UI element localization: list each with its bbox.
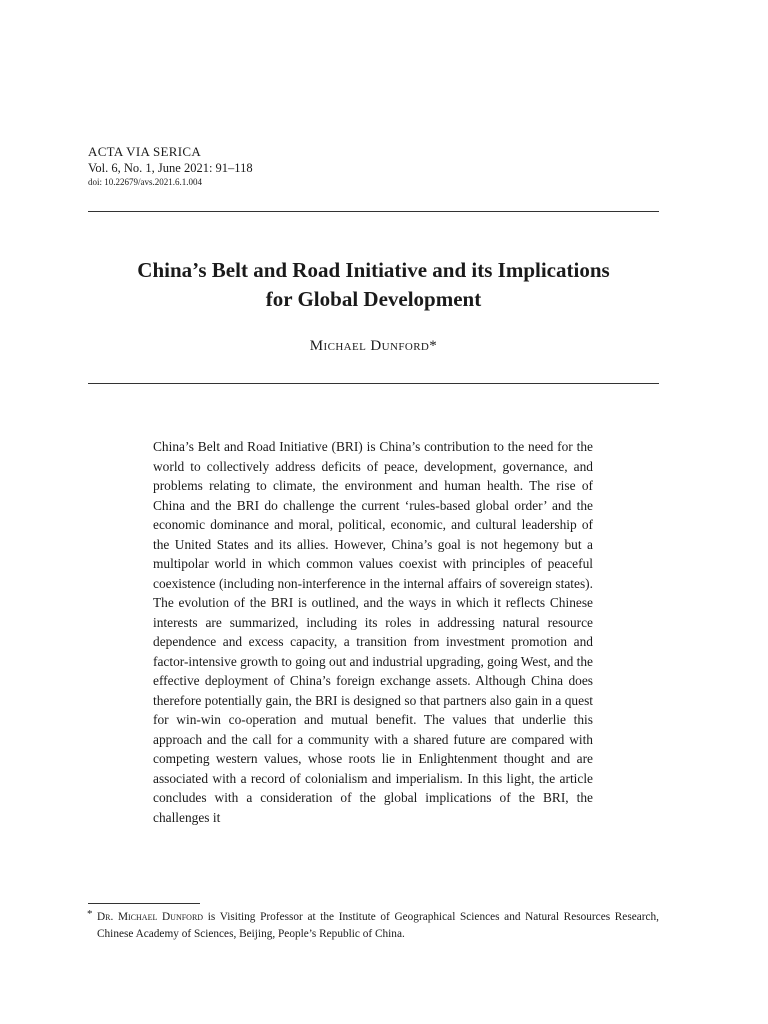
footnote xyxy=(88,909,659,943)
footnote-divider xyxy=(88,903,200,904)
journal-volume: Vol. 6, No. 1, June 2021: 91–118 xyxy=(88,161,253,175)
article-author: Michael Dunford* xyxy=(309,338,438,354)
journal-name: ACTA VIA SERICA xyxy=(88,144,202,159)
footnote-text: is Visiting Professor at the Institute of Geographical Sciences and Natural Resources Research, Chinese Academy of Sciences, Beijing, People’s Republic of China. xyxy=(97,911,659,940)
article-title xyxy=(88,256,659,314)
abstract: China’s Belt and Road Initiative (BRI) is China’s contribution to the need for the world to collectively address deficits of peace, development, governance, and problems relating to climate, the environment and human health. The rise of China and the BRI do challenge the current ‘rules-based global order’ and the economic dominance and moral, political, economic, and cultural leadership of the United States and its allies. However, China’s goal is not hegemony but a multipolar world in which common values coexist with principles of peaceful coexistence (including non-interference in the internal affairs of sovereign states). The evolution of the BRI is outlined, and the ways in which it reflects Chinese interests are summarized, including its roles in addressing natural resource dependence and excess capacity, a transition from investment promotion and factor-intensive growth to going out and industrial upgrading, going West, and the effective deployment of China’s foreign exchange assets. Although China does therefore potentially gain, the BRI is designed so that partners also gain in a quest for win-win co-operation and mutual benefit. The values that underlie this approach and the call for a community with a shared future are compared with competing western values, whose roots lie in Enlightenment thought and are associated with a record of colonialism and imperialism. In this light, the article concludes with a consideration of the global implications of the BRI, the challenges it xyxy=(153,439,593,825)
journal-doi: doi: 10.22679/avs.2021.6.1.004 xyxy=(88,177,202,187)
journal-header xyxy=(88,144,488,189)
header-divider xyxy=(88,211,659,212)
footnote-body xyxy=(88,909,659,943)
title-line-1: China’s Belt and Road Initiative and its Implications xyxy=(137,258,610,282)
footnote-author: Dr. Michael Dunford xyxy=(97,911,204,923)
title-divider xyxy=(88,383,659,384)
title-line-2: for Global Development xyxy=(265,287,482,311)
footnote-mark: * xyxy=(87,908,93,920)
